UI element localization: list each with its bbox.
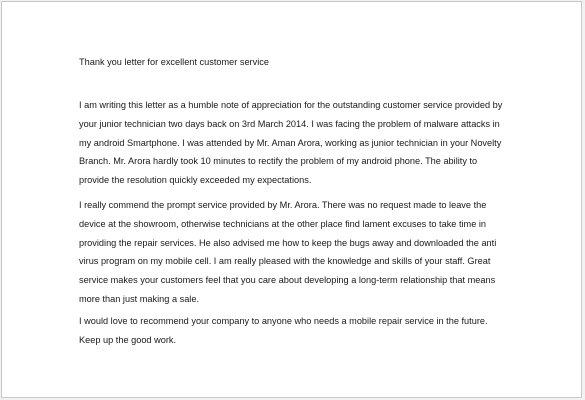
paragraph-appreciation — [79, 96, 529, 190]
paragraph-line: providing the repair services. He also advised me how to keep the bugs away and downloaded the anti — [79, 237, 497, 248]
paragraph-line: virus program on my mobile cell. I am really pleased with the knowledge and skills of your staff. Great — [79, 256, 491, 267]
letter-title: Thank you letter for excellent customer service — [79, 57, 269, 67]
letter-page — [1, 1, 582, 398]
paragraph-line: my android Smartphone. I was attended by Mr. Aman Arora, working as junior technician in your Novelty — [79, 137, 502, 148]
paragraph-line: device at the showroom, otherwise technicians at the other place find lament excuses to take time in — [79, 218, 487, 229]
paragraph-line: I really commend the prompt service provided by Mr. Arora. There was no request made to leave the — [79, 200, 487, 210]
paragraph-line: Branch. Mr. Arora hardly took 10 minutes to rectify the problem of my android phone. The ability to — [79, 156, 478, 167]
paragraph-line: I am writing this letter as a humble note of appreciation for the outstanding customer service provided by — [79, 100, 503, 110]
paragraph-line: service makes your customers feel that you care about developing a long-term relationship that means — [79, 275, 496, 286]
paragraph-line: more than just making a sale. — [79, 293, 200, 304]
paragraph-line: your junior technician two days back on 3rd March 2014. I was facing the problem of malware attacks in — [79, 118, 500, 129]
paragraph-line: I would love to recommend your company to anyone who needs a mobile repair service in the future. — [79, 316, 488, 326]
paragraph-line: provide the resolution quickly exceeded my expectations. — [79, 175, 312, 186]
paragraph-recommendation — [79, 312, 529, 350]
paragraph-line: Keep up the good work. — [79, 334, 177, 345]
paragraph-commendation — [79, 196, 529, 309]
